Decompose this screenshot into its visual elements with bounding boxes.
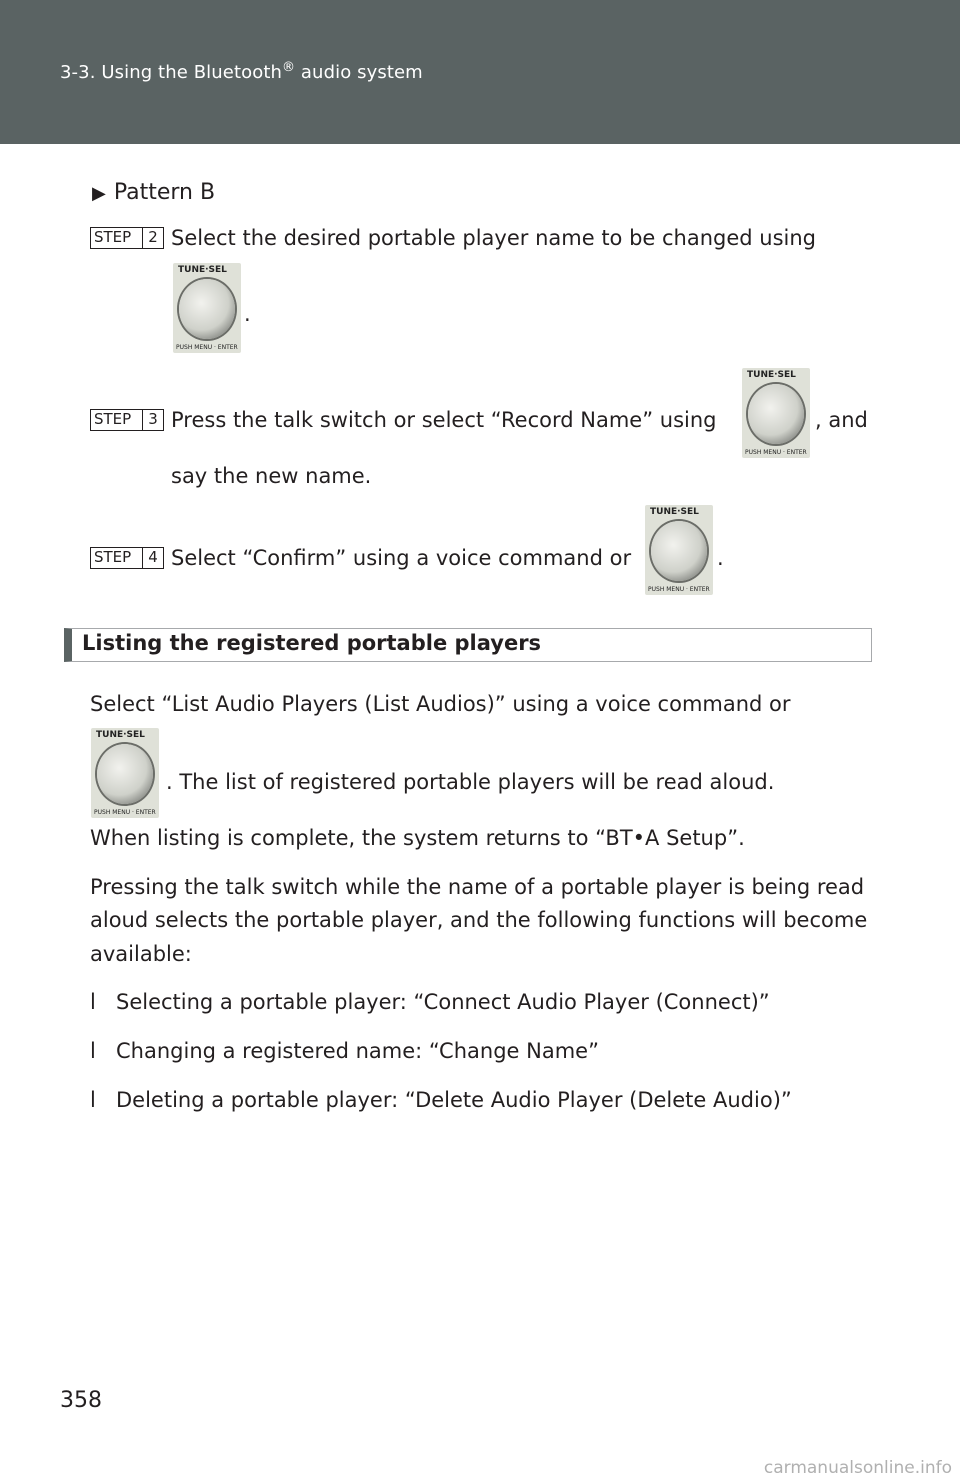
step-4-tag	[90, 547, 164, 569]
watermark: carmanualsonline.info	[763, 1458, 952, 1478]
knob-dial	[179, 279, 235, 339]
complete-text: When listing is complete, the system returns to “BT•A Setup”.	[90, 826, 745, 850]
step-2-text: Select the desired portable player name to be changed using	[171, 226, 817, 250]
bullet-text: Selecting a portable player: “Connect Audio Player (Connect)”	[116, 990, 770, 1014]
bullet-text: Changing a registered name: “Change Name”	[116, 1039, 599, 1063]
talk-para-line1: Pressing the talk switch while the name of a portable player is being read	[90, 875, 865, 899]
step-3-tag	[90, 409, 164, 431]
step-3-text-after: , and	[815, 408, 868, 432]
tune-sel-knob-icon	[742, 368, 810, 458]
knob-bottom-label: PUSH MENU · ENTER	[94, 809, 156, 816]
step-3-text-line2: say the new name.	[171, 464, 372, 488]
step-label: STEP	[91, 228, 143, 248]
section-title-prefix: 3-3. Using the Bluetooth	[60, 62, 282, 83]
knob-dial	[651, 521, 707, 581]
knob-top-label: TUNE·SEL	[747, 370, 796, 380]
step-3-text: Press the talk switch or select “Record Name” using	[171, 408, 717, 432]
list-item	[90, 1086, 792, 1114]
page-number: 358	[60, 1388, 102, 1413]
list-item	[90, 988, 770, 1016]
registered-mark: ®	[282, 60, 296, 75]
bullet-marker: l	[90, 990, 96, 1014]
section-heading	[64, 628, 872, 662]
bullet-marker: l	[90, 1039, 96, 1063]
step-number: 4	[148, 548, 158, 566]
list-item	[90, 1037, 599, 1065]
header-bar	[0, 0, 960, 144]
step-4-period: .	[717, 546, 724, 570]
knob-dial	[97, 744, 153, 804]
bullet-marker: l	[90, 1088, 96, 1112]
talk-para-line3: available:	[90, 942, 192, 966]
section-title-suffix: audio system	[295, 62, 423, 83]
knob-bottom-label: PUSH MENU · ENTER	[745, 449, 807, 456]
step-number: 2	[148, 228, 158, 246]
step-label: STEP	[91, 410, 143, 430]
step-2-period: .	[244, 302, 251, 326]
tune-sel-knob-icon	[645, 505, 713, 595]
talk-para-line2: aloud selects the portable player, and the following functions will become	[90, 908, 868, 932]
knob-dial	[748, 384, 804, 444]
section-title	[60, 60, 423, 83]
knob-bottom-label: PUSH MENU · ENTER	[176, 344, 238, 351]
pattern-label: Pattern B	[113, 180, 216, 205]
bullet-text: Deleting a portable player: “Delete Audio Player (Delete Audio)”	[116, 1088, 792, 1112]
pattern-heading	[92, 180, 215, 205]
tune-sel-knob-icon	[173, 263, 241, 353]
knob-top-label: TUNE·SEL	[650, 507, 699, 517]
knob-top-label: TUNE·SEL	[178, 265, 227, 275]
triangle-marker-icon: ▶	[92, 183, 106, 204]
list-para-line2: . The list of registered portable players will be read aloud.	[166, 770, 775, 794]
step-label: STEP	[91, 548, 143, 568]
tune-sel-knob-icon	[91, 728, 159, 818]
section-heading-text: Listing the registered portable players	[82, 631, 542, 655]
step-number: 3	[148, 410, 158, 428]
knob-bottom-label: PUSH MENU · ENTER	[648, 586, 710, 593]
step-2-tag	[90, 227, 164, 249]
list-para-line1: Select “List Audio Players (List Audios)” using a voice command or	[90, 692, 791, 716]
knob-top-label: TUNE·SEL	[96, 730, 145, 740]
step-4-text: Select “Confirm” using a voice command or	[171, 546, 632, 570]
